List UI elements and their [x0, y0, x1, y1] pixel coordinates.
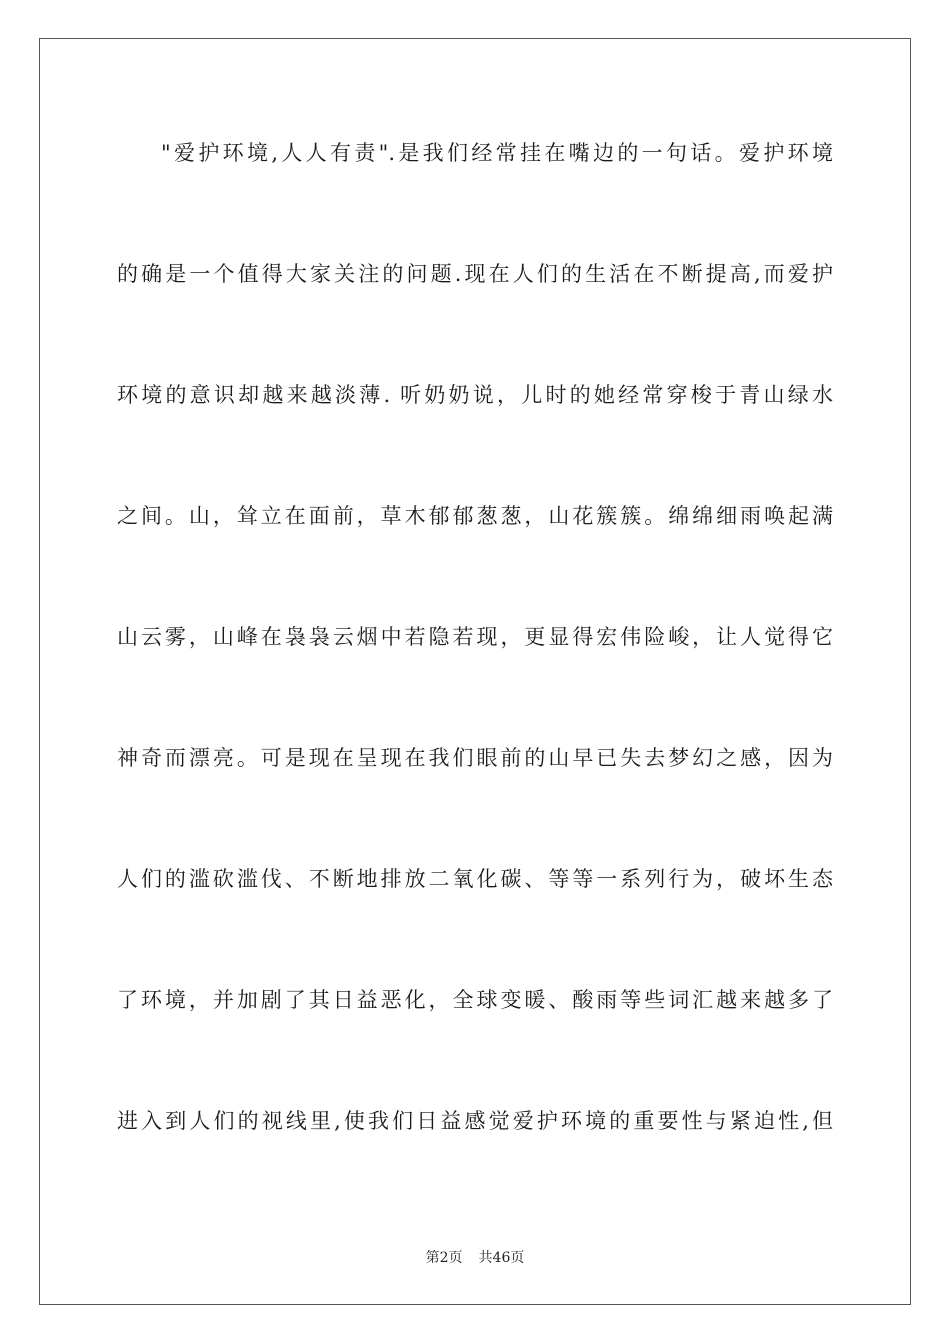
page-number: 第2页	[425, 1250, 463, 1266]
paragraph-line-7: 人们的滥砍滥伐、不断地排放二氧化碳、等等一系列行为，破坏生态	[117, 867, 833, 891]
paragraph-line-1: "爱护环境,人人有责".是我们经常挂在嘴边的一句话。爱护环境	[161, 141, 833, 165]
paragraph-line-4: 之间。山，耸立在面前，草木郁郁葱葱，山花簇簇。绵绵细雨唤起满	[117, 504, 833, 528]
total-pages: 共46页	[478, 1250, 525, 1266]
paragraph-line-5: 山云雾，山峰在袅袅云烟中若隐若现，更显得宏伟险峻，让人觉得它	[117, 625, 833, 649]
page-footer	[0, 1247, 950, 1267]
paragraph-line-6: 神奇而漂亮。可是现在呈现在我们眼前的山早已失去梦幻之感，因为	[117, 746, 833, 770]
paragraph-line-2: 的确是一个值得大家关注的问题.现在人们的生活在不断提高,而爱护	[117, 262, 833, 286]
paragraph-line-9: 进入到人们的视线里,使我们日益感觉爱护环境的重要性与紧迫性,但	[117, 1109, 833, 1133]
paragraph-line-3: 环境的意识却越来越淡薄. 听奶奶说，儿时的她经常穿梭于青山绿水	[117, 383, 833, 407]
paragraph-line-8: 了环境，并加剧了其日益恶化，全球变暖、酸雨等些词汇越来越多了	[117, 988, 833, 1012]
